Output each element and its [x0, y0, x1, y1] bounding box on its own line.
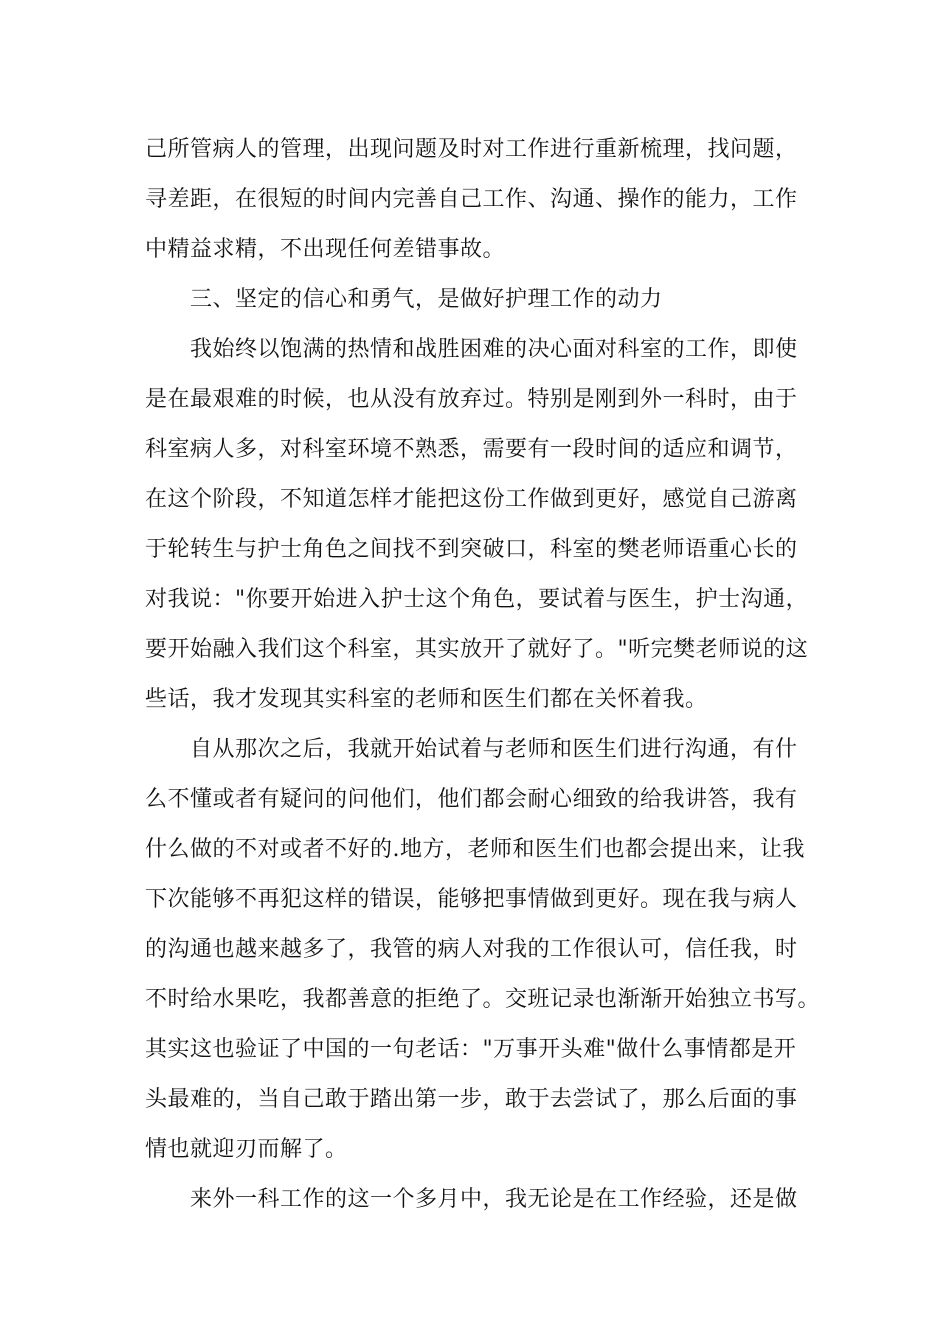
text-line: 的沟通也越来越多了，我管的病人对我的工作很认可，信任我，时 [145, 937, 798, 962]
section-heading: 三、坚定的信心和勇气，是做好护理工作的动力 [190, 287, 663, 312]
text-line: 我始终以饱满的热情和战胜困难的决心面对科室的工作，即使 [190, 337, 798, 362]
text-line: 头最难的，当自己敢于踏出第一步，敢于去尝试了，那么后面的事 [145, 1087, 798, 1112]
text-line: 下次能够不再犯这样的错误，能够把事情做到更好。现在我与病人 [145, 887, 798, 912]
text-line: 情也就迎刃而解了。 [145, 1137, 348, 1162]
text-line: 在这个阶段，不知道怎样才能把这份工作做到更好，感觉自己游离 [145, 487, 798, 512]
text-line: 科室病人多，对科室环境不熟悉，需要有一段时间的适应和调节， [145, 437, 798, 462]
text-line: 是在最艰难的时候，也从没有放弃过。特别是刚到外一科时，由于 [145, 387, 798, 412]
text-line: 些话，我才发现其实科室的老师和医生们都在关怀着我。 [145, 687, 708, 712]
text-line: 自从那次之后，我就开始试着与老师和医生们进行沟通，有什 [190, 737, 798, 762]
text-line: 么不懂或者有疑问的问他们，他们都会耐心细致的给我讲答，我有 [145, 787, 798, 812]
text-line: 什么做的不对或者不好的.地方，老师和医生们也都会提出来，让我 [145, 837, 805, 862]
text-line: 对我说："你要开始进入护士这个角色，要试着与医生，护士沟通， [145, 587, 809, 612]
text-line: 来外一科工作的这一个多月中，我无论是在工作经验，还是做 [190, 1187, 798, 1212]
text-line: 己所管病人的管理，出现问题及时对工作进行重新梳理，找问题， [145, 137, 798, 162]
text-line: 寻差距，在很短的时间内完善自己工作、沟通、操作的能力，工作 [145, 187, 798, 212]
text-line: 其实这也验证了中国的一句老话："万事开头难"做什么事情都是开 [145, 1037, 797, 1062]
text-line: 中精益求精，不出现任何差错事故。 [145, 237, 506, 262]
text-line: 要开始融入我们这个科室，其实放开了就好了。"听完樊老师说的这 [145, 637, 809, 662]
text-line: 于轮转生与护士角色之间找不到突破口，科室的樊老师语重心长的 [145, 537, 798, 562]
text-line: 不时给水果吃，我都善意的拒绝了。交班记录也渐渐开始独立书写。 [145, 987, 821, 1012]
